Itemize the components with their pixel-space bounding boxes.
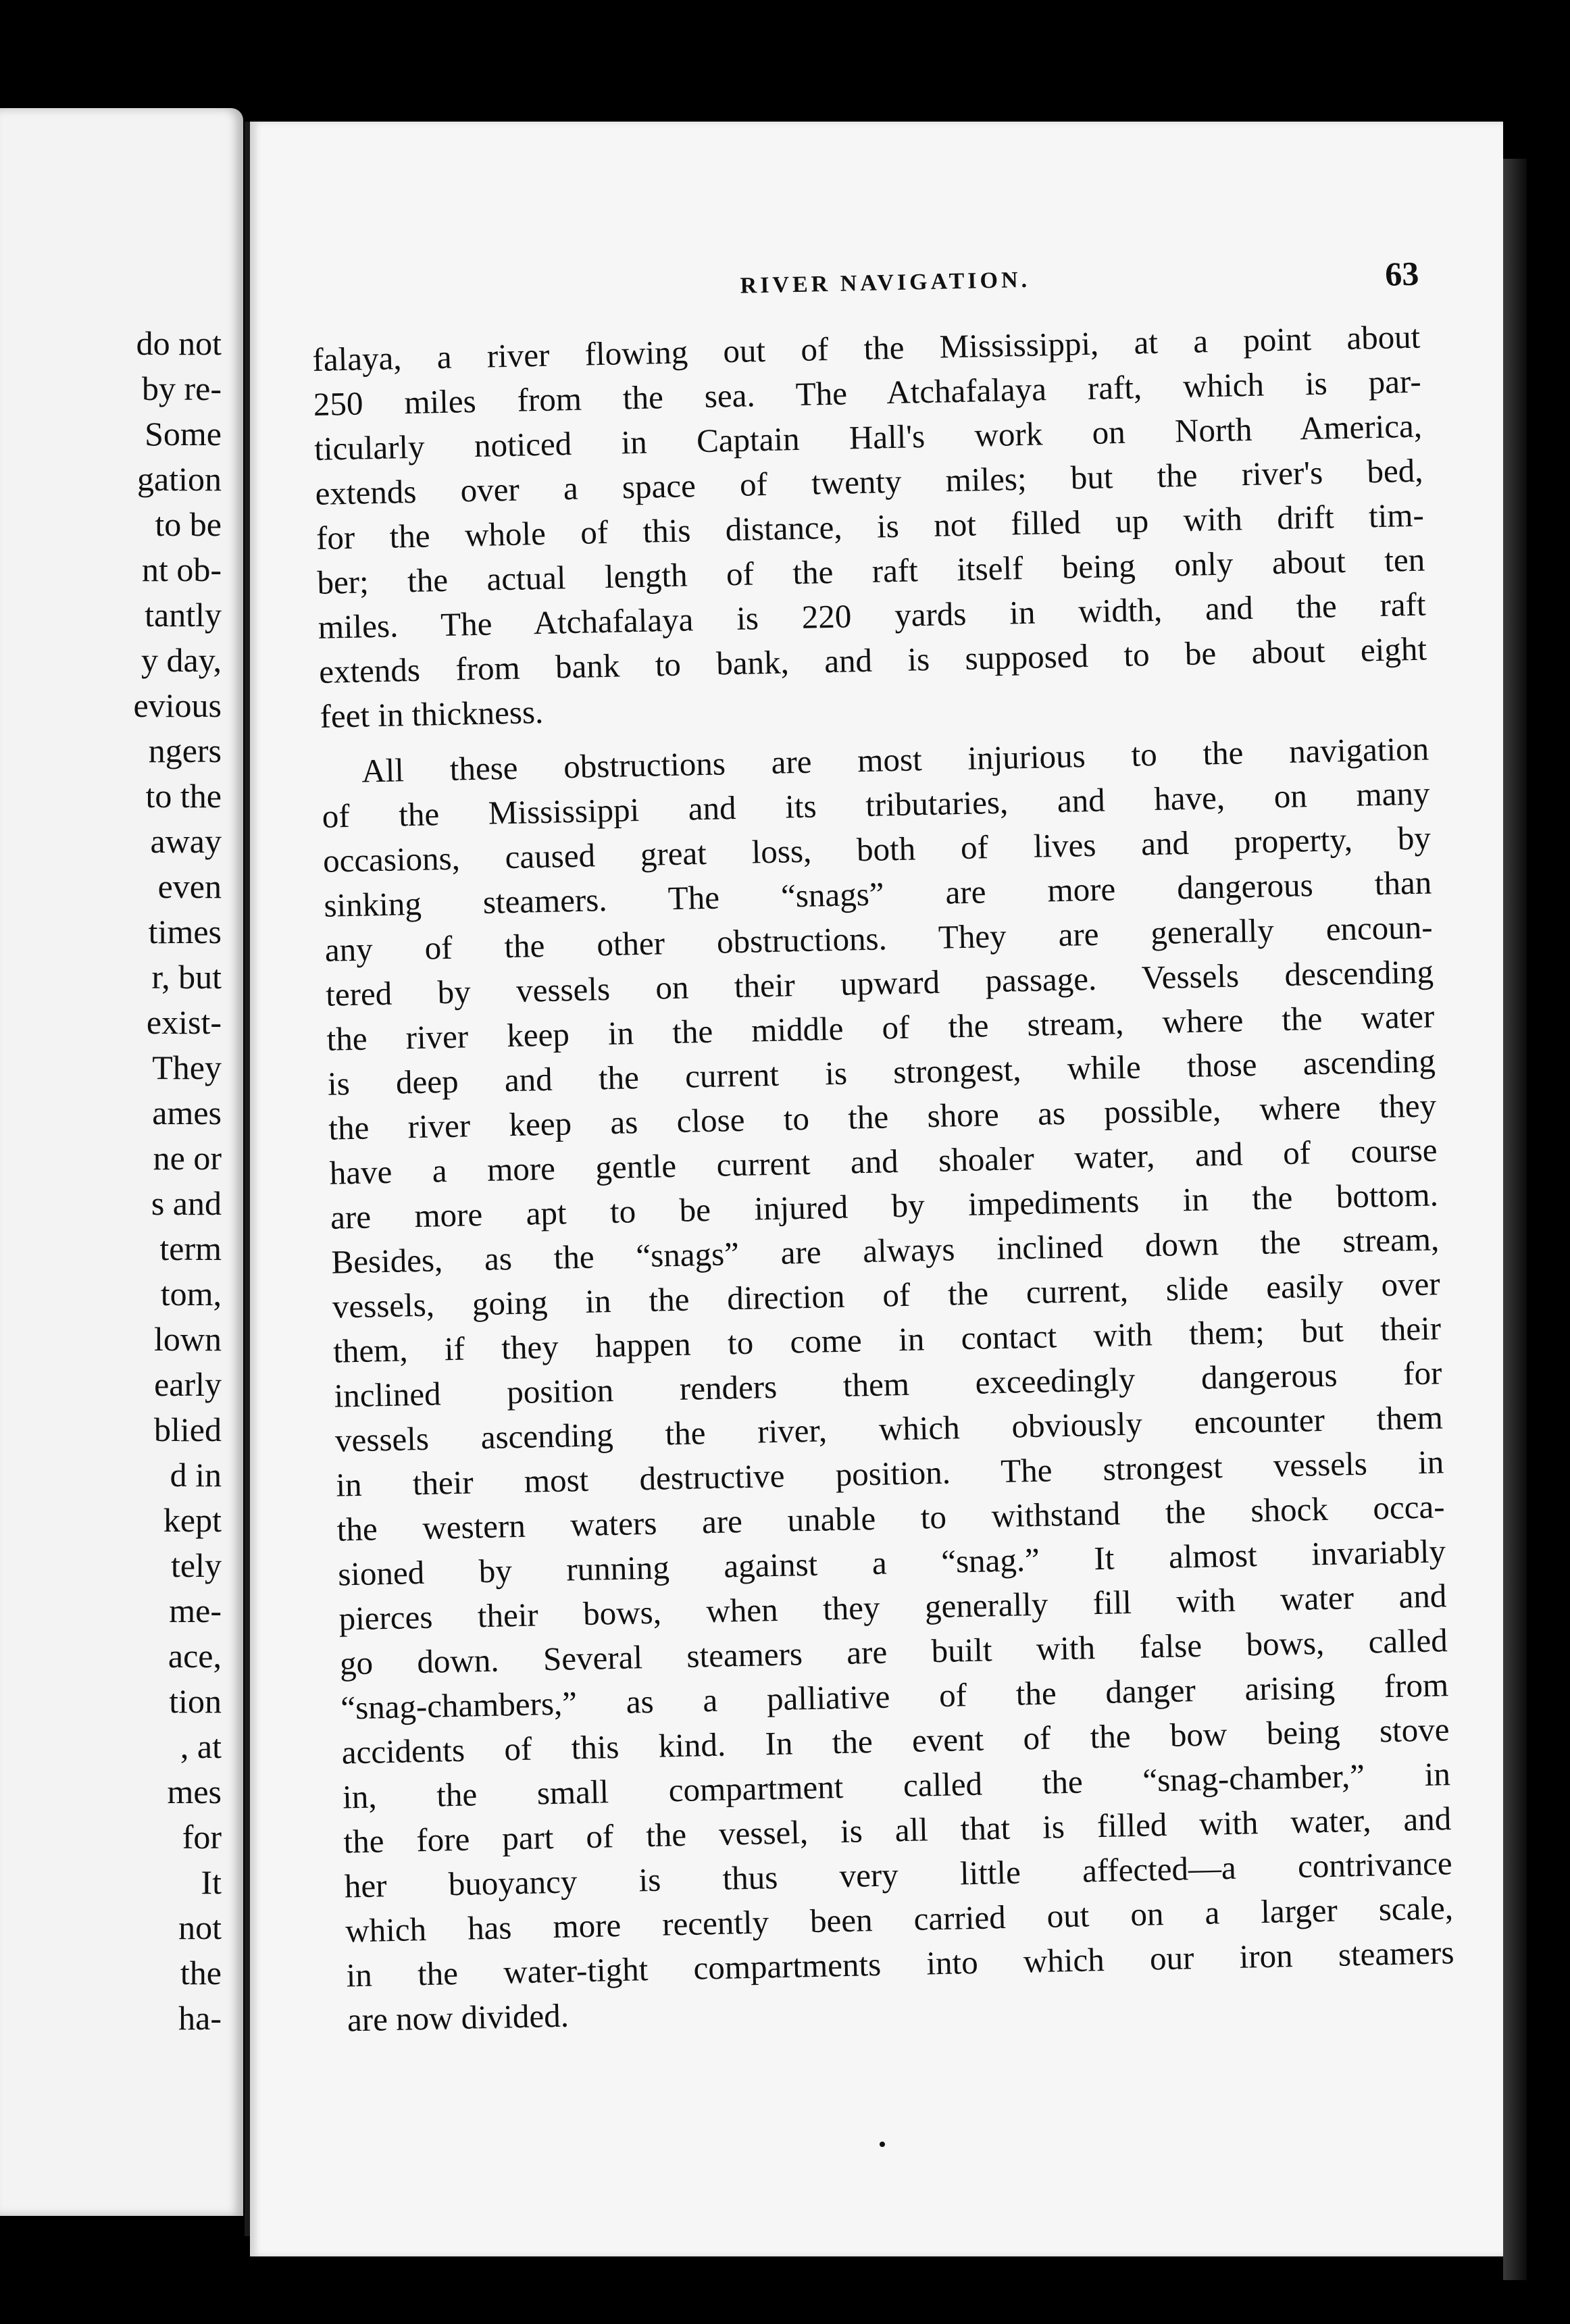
- previous-page-line-fragment: tion: [169, 1682, 222, 1720]
- previous-page-line-fragment: nt ob-: [141, 551, 222, 588]
- page-number: 63: [1384, 254, 1419, 293]
- previous-page-line-fragment: tantly: [145, 596, 222, 634]
- body-text: [312, 315, 1455, 2043]
- previous-page-line-fragment: lown: [154, 1320, 222, 1358]
- previous-page-line-fragment: blied: [154, 1411, 222, 1448]
- text-line: is deep and the current is strongest, while those ascending: [327, 1042, 1436, 1103]
- text-line: for the whole of this distance, is not filled up with drift tim-: [315, 496, 1425, 557]
- paragraph: [312, 315, 1428, 739]
- previous-page-line-fragment: ne or: [153, 1139, 222, 1177]
- text-line: miles. The Atchafalaya is 220 yards in width, and the raft: [318, 585, 1427, 646]
- previous-page-line-fragment: even: [157, 867, 222, 905]
- text-line: of the Mississippi and its tributaries, and have, on many: [322, 774, 1430, 835]
- previous-page-line-fragment: exist-: [146, 1003, 222, 1041]
- text-line: extends over a space of twenty miles; but the river's bed,: [315, 451, 1423, 512]
- text-line: go down. Several steamers are built with false bows, called: [339, 1621, 1448, 1682]
- previous-page-line-fragment: It: [201, 1863, 222, 1901]
- text-line: feet in thickness.: [320, 692, 544, 735]
- text-line: have a more gentle current and shoaler water, and of course: [329, 1131, 1438, 1192]
- previous-page-line-fragment: not: [178, 1909, 222, 1946]
- text-line: vessels, going in the direction of the current, slide easily over: [332, 1265, 1441, 1325]
- previous-page-line-fragment: r, but: [151, 958, 222, 996]
- text-line: vessels ascending the river, which obviously encounter them: [334, 1398, 1444, 1459]
- text-line: the fore part of the vessel, is all that is filled with water, and: [343, 1800, 1452, 1861]
- text-line: “snag-chambers,” as a palliative of the danger arising from: [340, 1666, 1449, 1727]
- previous-page-line-fragment: ha-: [178, 1999, 222, 2037]
- previous-page-line-fragment: for: [182, 1818, 222, 1856]
- previous-page-line-fragment: by re-: [142, 370, 222, 407]
- previous-page-line-fragment: ace,: [168, 1637, 222, 1675]
- text-line: are more apt to be injured by impediments in the bottom.: [330, 1176, 1439, 1236]
- text-line: Besides, as the “snags” are always inclined down the stream,: [330, 1220, 1440, 1281]
- previous-page-line-fragment: early: [154, 1365, 222, 1403]
- page-edge: [1503, 159, 1527, 2280]
- previous-page-line-fragment: d in: [170, 1456, 222, 1494]
- text-line: them, if they happen to come in contact with them; but their: [332, 1309, 1442, 1370]
- previous-page-line-fragment: tom,: [160, 1275, 222, 1313]
- text-line: ber; the actual length of the raft itself being only about ten: [316, 540, 1425, 601]
- text-line: the river keep in the middle of the stream, where the water: [326, 997, 1435, 1058]
- previous-page-line-fragment: Some: [145, 415, 222, 453]
- text-line: pierces their bows, when they generally fill with water and: [338, 1577, 1447, 1638]
- previous-page-line-fragment: kept: [163, 1501, 222, 1539]
- previous-page-line-fragment: the: [180, 1954, 222, 1992]
- text-line: the western waters are unable to withstand the shock occa-: [336, 1488, 1446, 1548]
- book-gutter: [245, 122, 250, 2236]
- text-line: sinking steamers. The “snags” are more dangerous than: [323, 863, 1432, 924]
- text-line: All these obstructions are most injurious to the navigation: [361, 730, 1429, 790]
- text-line: which has more recently been carried out on a larger scale,: [345, 1889, 1454, 1950]
- text-line: accidents of this kind. In the event of the bow being stove: [341, 1711, 1450, 1771]
- text-line: in the water-tight compartments into which our iron steamers: [346, 1934, 1454, 1994]
- text-line: any of the other obstructions. They are generally encoun-: [324, 908, 1434, 969]
- previous-page-line-fragment: y day,: [141, 641, 222, 679]
- text-line: ticularly noticed in Captain Hall's work on North America,: [313, 407, 1423, 468]
- text-line: tered by vessels on their upward passage. Vessels descending: [325, 953, 1434, 1013]
- previous-page-line-fragment: me-: [169, 1592, 222, 1630]
- previous-page-line-fragment: to be: [155, 505, 222, 543]
- text-line: sioned by running against a “snag.” It almost invariably: [337, 1532, 1446, 1593]
- previous-page-line-fragment: , at: [180, 1727, 222, 1765]
- text-line: occasions, caused great loss, both of lives and property, by: [322, 819, 1432, 880]
- previous-page-text: [0, 321, 222, 2041]
- previous-page-line-fragment: ames: [152, 1094, 222, 1132]
- text-line: her buoyancy is thus very little affected—a contrivance: [344, 1844, 1453, 1905]
- text-line: extends from bank to bank, and is supposed to be about eight: [318, 630, 1427, 690]
- previous-page-line-fragment: tely: [171, 1546, 222, 1584]
- ink-speck: [880, 2142, 885, 2147]
- previous-page-line-fragment: mes: [167, 1773, 222, 1811]
- previous-page-line-fragment: ngers: [148, 732, 222, 769]
- page-text-block: [311, 254, 1455, 2043]
- paragraph: [321, 727, 1456, 2043]
- current-page: [250, 122, 1503, 2256]
- previous-page-line-fragment: gation: [137, 460, 222, 498]
- text-line: in their most destructive position. The strongest vessels in: [335, 1443, 1444, 1504]
- running-title: RIVER NAVIGATION.: [740, 267, 1031, 299]
- text-line: falaya, a river flowing out of the Mississippi, at a point about: [311, 318, 1421, 378]
- text-line: the river keep as close to the shore as possible, where they: [328, 1086, 1437, 1147]
- previous-page-line-fragment: away: [150, 822, 222, 860]
- text-line: are now divided.: [347, 1996, 569, 2039]
- previous-page-line-fragment: They: [152, 1049, 222, 1086]
- previous-page-line-fragment: evious: [133, 686, 222, 724]
- previous-page-line-fragment: do not: [136, 324, 222, 362]
- previous-page: [0, 108, 243, 2216]
- previous-page-line-fragment: times: [148, 913, 222, 951]
- previous-page-line-fragment: term: [159, 1230, 222, 1267]
- text-line: 250 miles from the sea. The Atchafalaya raft, which is par-: [313, 362, 1422, 423]
- text-line: in, the small compartment called the “snag-chamber,” in: [342, 1755, 1451, 1816]
- previous-page-line-fragment: s and: [151, 1184, 222, 1222]
- previous-page-line-fragment: to the: [145, 777, 222, 815]
- text-line: inclined position renders them exceedingly dangerous for: [334, 1354, 1442, 1415]
